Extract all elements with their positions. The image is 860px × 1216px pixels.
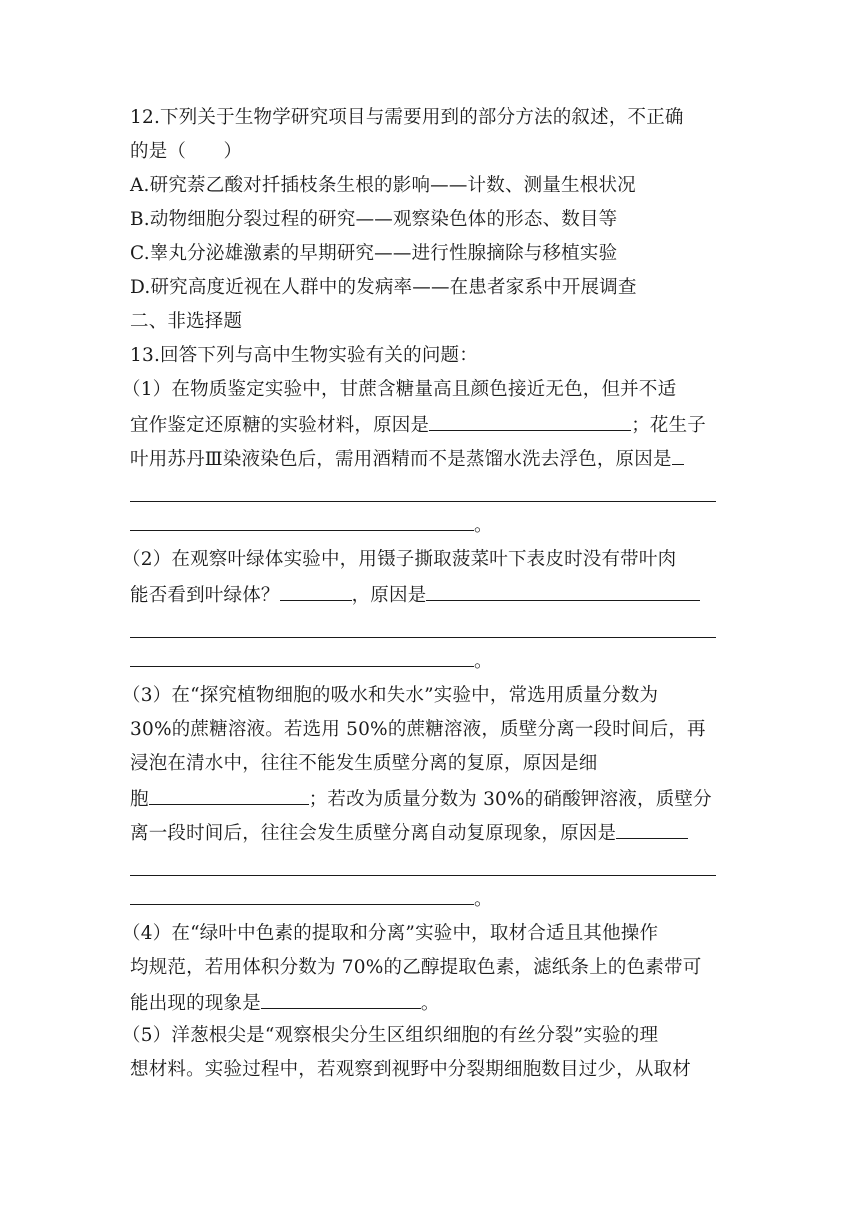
section-title: 二、非选择题 bbox=[130, 311, 243, 332]
q13-part2-line-1: （2）在观察叶绿体实验中，用镊子撕取菠菜叶下表皮时没有带叶肉 bbox=[122, 549, 677, 570]
answer-blank-7[interactable] bbox=[261, 990, 421, 1009]
q13-part3-line-7 bbox=[130, 886, 493, 912]
answer-blank-6-start[interactable] bbox=[616, 820, 688, 839]
q12-option-a: A.研究萘乙酸对扦插枝条生根的影响——计数、测量生根状况 bbox=[130, 175, 636, 196]
q13-part4-line-1: （4）在“绿叶中色素的提取和分离”实验中，取材合适且其他操作 bbox=[122, 923, 659, 944]
q13-part4-line-2: 均规范，若用体积分数为 70%的乙醇提取色素，滤纸条上的色素带可 bbox=[130, 957, 702, 978]
q13-part3-text-c: 离一段时间后，往往会发生质壁分离自动复原现象，原因是 bbox=[130, 823, 617, 844]
q13-part5-line-2: 想材料。实验过程中，若观察到视野中分裂期细胞数目过少，从取材 bbox=[130, 1059, 692, 1080]
answer-blank-1[interactable] bbox=[429, 412, 631, 431]
q13-part1-text-a: 宜作鉴定还原糖的实验材料，原因是 bbox=[130, 415, 430, 436]
q13-part3-end: 。 bbox=[474, 889, 493, 910]
q13-part1-text-b: ；花生子 bbox=[631, 415, 707, 436]
q13-part3-line-1: （3）在“探究植物细胞的吸水和失水”实验中，常选用质量分数为 bbox=[122, 685, 659, 706]
q12-option-b: B.动物细胞分裂过程的研究——观察染色体的形态、数目等 bbox=[130, 209, 618, 230]
q13-part3-text-a: 胞 bbox=[130, 789, 149, 810]
q13-part4-text-a: 能出现的现象是 bbox=[130, 993, 261, 1014]
q13-part4-line-3 bbox=[130, 990, 440, 1016]
q13-part3-text-b: ；若改为质量分数为 30%的硝酸钾溶液，质壁分 bbox=[308, 789, 712, 810]
answer-blank-6-line-2[interactable] bbox=[130, 886, 474, 905]
answer-blank-4-line-1[interactable] bbox=[130, 637, 716, 638]
q12-option-c: C.睾丸分泌雄激素的早期研究——进行性腺摘除与移植实验 bbox=[130, 243, 618, 264]
answer-blank-3[interactable] bbox=[280, 582, 352, 601]
q13-part1-line-5 bbox=[130, 512, 493, 538]
q13-part1-line-3 bbox=[130, 446, 684, 472]
answer-blank-2-line-1[interactable] bbox=[130, 501, 716, 502]
q12-option-d: D.研究高度近视在人群中的发病率——在患者家系中开展调查 bbox=[130, 277, 637, 298]
q13-part2-text-b: ，原因是 bbox=[351, 585, 427, 606]
q13-part3-line-4 bbox=[130, 786, 712, 812]
q13-part2-line-2 bbox=[130, 582, 700, 608]
q13-part2-line-4 bbox=[130, 648, 493, 674]
answer-blank-4-start[interactable] bbox=[426, 582, 700, 601]
answer-blank-4-line-2[interactable] bbox=[130, 648, 474, 667]
q13-part1-line-1: （1）在物质鉴定实验中，甘蔗含糖量高且颜色接近无色，但并不适 bbox=[122, 379, 677, 400]
q13-part3-line-2: 30%的蔗糖溶液。若选用 50%的蔗糖溶液，质壁分离一段时间后，再 bbox=[130, 719, 706, 740]
q13-part5-line-1: （5）洋葱根尖是“观察根尖分生区组织细胞的有丝分裂”实验的理 bbox=[122, 1025, 659, 1046]
q13-part3-line-5 bbox=[130, 820, 688, 846]
answer-blank-2-line-2[interactable] bbox=[130, 512, 474, 531]
q13-part4-end: 。 bbox=[420, 993, 440, 1014]
answer-blank-5[interactable] bbox=[149, 786, 309, 805]
q13-part2-end: 。 bbox=[474, 651, 493, 672]
q13-part1-text-c: 叶用苏丹Ⅲ染液染色后，需用酒精而不是蒸馏水洗去浮色，原因是 bbox=[130, 449, 672, 470]
answer-blank-6-line-1[interactable] bbox=[130, 875, 716, 876]
q13-part1-line-2 bbox=[130, 412, 706, 438]
q13-part1-end: 。 bbox=[474, 515, 493, 536]
q12-stem-line-2: 的是（ ） bbox=[130, 141, 243, 162]
q12-stem-line-1: 12.下列关于生物学研究项目与需要用到的部分方法的叙述，不正确 bbox=[130, 107, 684, 128]
q13-stem: 13.回答下列与高中生物实验有关的问题： bbox=[130, 345, 478, 366]
q13-part2-text-a: 能否看到叶绿体？ bbox=[130, 585, 280, 606]
q13-part3-line-3: 浸泡在清水中，往往不能发生质壁分离的复原，原因是细 bbox=[130, 753, 598, 774]
answer-blank-2-start[interactable] bbox=[672, 446, 684, 465]
